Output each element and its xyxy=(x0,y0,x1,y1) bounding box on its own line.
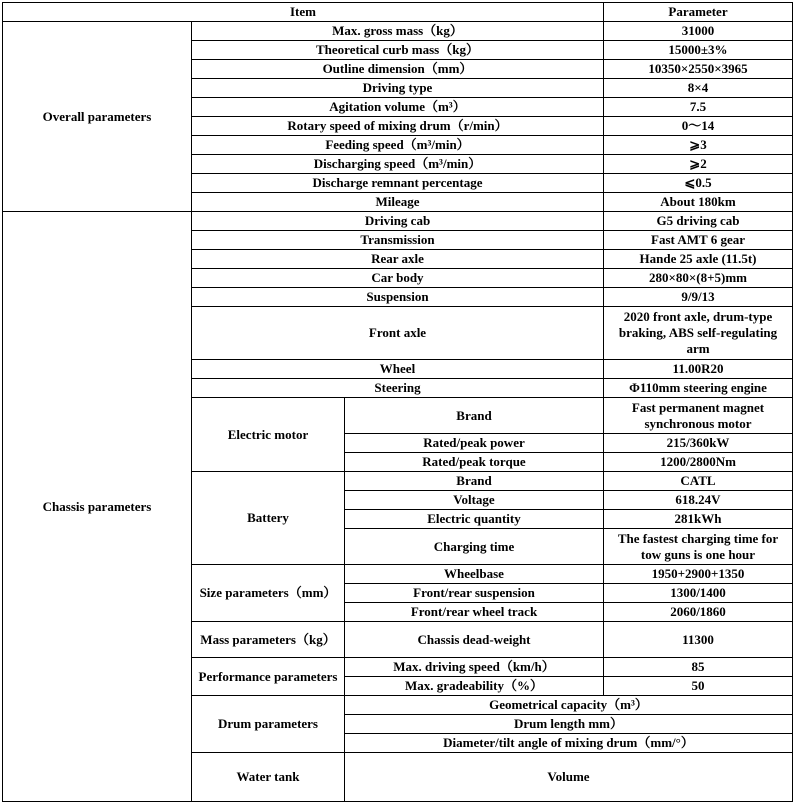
row-label: Agitation volume（m³） xyxy=(192,98,604,117)
row-value: 2060/1860 xyxy=(604,603,793,622)
row-value: 2020 front axle, drum-type braking, ABS self-regulating arm xyxy=(604,307,793,360)
row-label: Wheelbase xyxy=(345,565,604,584)
row-label: Rated/peak power xyxy=(345,434,604,453)
row-value: ⩽0.5 xyxy=(604,174,793,193)
row-label: Volume xyxy=(345,753,793,802)
row-label: Driving cab xyxy=(192,212,604,231)
table-row xyxy=(3,212,793,231)
row-value: 10350×2550×3965 xyxy=(604,60,793,79)
row-value: 281kWh xyxy=(604,510,793,529)
row-label: Rated/peak torque xyxy=(345,453,604,472)
row-label: Drum length mm） xyxy=(345,715,793,734)
row-label: Front/rear suspension xyxy=(345,584,604,603)
row-value: 0～14 xyxy=(604,117,793,136)
row-value: 31000 xyxy=(604,22,793,41)
row-label: Transmission xyxy=(192,231,604,250)
row-label: Max. gradeability（%） xyxy=(345,677,604,696)
row-label: Theoretical curb mass（kg） xyxy=(192,41,604,60)
row-label: Mileage xyxy=(192,193,604,212)
row-label: Outline dimension（mm） xyxy=(192,60,604,79)
row-value: 8×4 xyxy=(604,79,793,98)
category-drum: Drum parameters xyxy=(192,696,345,753)
row-value: ⩾2 xyxy=(604,155,793,174)
row-label: Front/rear wheel track xyxy=(345,603,604,622)
spec-table xyxy=(2,2,793,802)
row-value: The fastest charging time for tow guns is one hour xyxy=(604,529,793,565)
row-value: About 180km xyxy=(604,193,793,212)
row-label: Max. driving speed（km/h） xyxy=(345,658,604,677)
row-value: 7.5 xyxy=(604,98,793,117)
row-label: Feeding speed（m³/min） xyxy=(192,136,604,155)
row-label: Discharge remnant percentage xyxy=(192,174,604,193)
row-value: 1950+2900+1350 xyxy=(604,565,793,584)
row-label: Max. gross mass（kg） xyxy=(192,22,604,41)
row-label: Car body xyxy=(192,269,604,288)
row-label: Voltage xyxy=(345,491,604,510)
row-label: Rotary speed of mixing drum（r/min） xyxy=(192,117,604,136)
row-label: Diameter/tilt angle of mixing drum（mm/°） xyxy=(345,734,793,753)
row-value: CATL xyxy=(604,472,793,491)
row-label: Brand xyxy=(345,398,604,434)
group-electric-motor: Electric motor xyxy=(192,398,345,472)
header-parameter: Parameter xyxy=(604,3,793,22)
row-label: Chassis dead-weight xyxy=(345,622,604,658)
row-value: ⩾3 xyxy=(604,136,793,155)
row-label: Geometrical capacity（m³） xyxy=(345,696,793,715)
row-label: Steering xyxy=(192,379,604,398)
header-row xyxy=(3,3,793,22)
table-row xyxy=(3,22,793,41)
row-label: Brand xyxy=(345,472,604,491)
row-label: Wheel xyxy=(192,360,604,379)
row-value: 280×80×(8+5)mm xyxy=(604,269,793,288)
row-value: 15000±3% xyxy=(604,41,793,60)
row-label: Front axle xyxy=(192,307,604,360)
group-battery: Battery xyxy=(192,472,345,565)
row-value: 618.24V xyxy=(604,491,793,510)
row-value: 1300/1400 xyxy=(604,584,793,603)
row-value: 11.00R20 xyxy=(604,360,793,379)
group-performance: Performance parameters xyxy=(192,658,345,696)
category-overall: Overall parameters xyxy=(3,22,192,212)
row-value: 85 xyxy=(604,658,793,677)
row-value: Φ110mm steering engine xyxy=(604,379,793,398)
row-value: 1200/2800Nm xyxy=(604,453,793,472)
row-label: Electric quantity xyxy=(345,510,604,529)
row-value: 50 xyxy=(604,677,793,696)
group-size: Size parameters（mm） xyxy=(192,565,345,622)
row-value: 11300 xyxy=(604,622,793,658)
row-value: Fast permanent magnet synchronous motor xyxy=(604,398,793,434)
row-label: Suspension xyxy=(192,288,604,307)
category-water-tank: Water tank xyxy=(192,753,345,802)
row-value: G5 driving cab xyxy=(604,212,793,231)
row-value: 215/360kW xyxy=(604,434,793,453)
row-label: Charging time xyxy=(345,529,604,565)
row-value: Fast AMT 6 gear xyxy=(604,231,793,250)
row-label: Rear axle xyxy=(192,250,604,269)
group-mass: Mass parameters（kg） xyxy=(192,622,345,658)
row-value: 9/9/13 xyxy=(604,288,793,307)
header-item: Item xyxy=(3,3,604,22)
row-label: Discharging speed（m³/min） xyxy=(192,155,604,174)
row-label: Driving type xyxy=(192,79,604,98)
row-value: Hande 25 axle (11.5t) xyxy=(604,250,793,269)
category-chassis: Chassis parameters xyxy=(3,212,192,802)
